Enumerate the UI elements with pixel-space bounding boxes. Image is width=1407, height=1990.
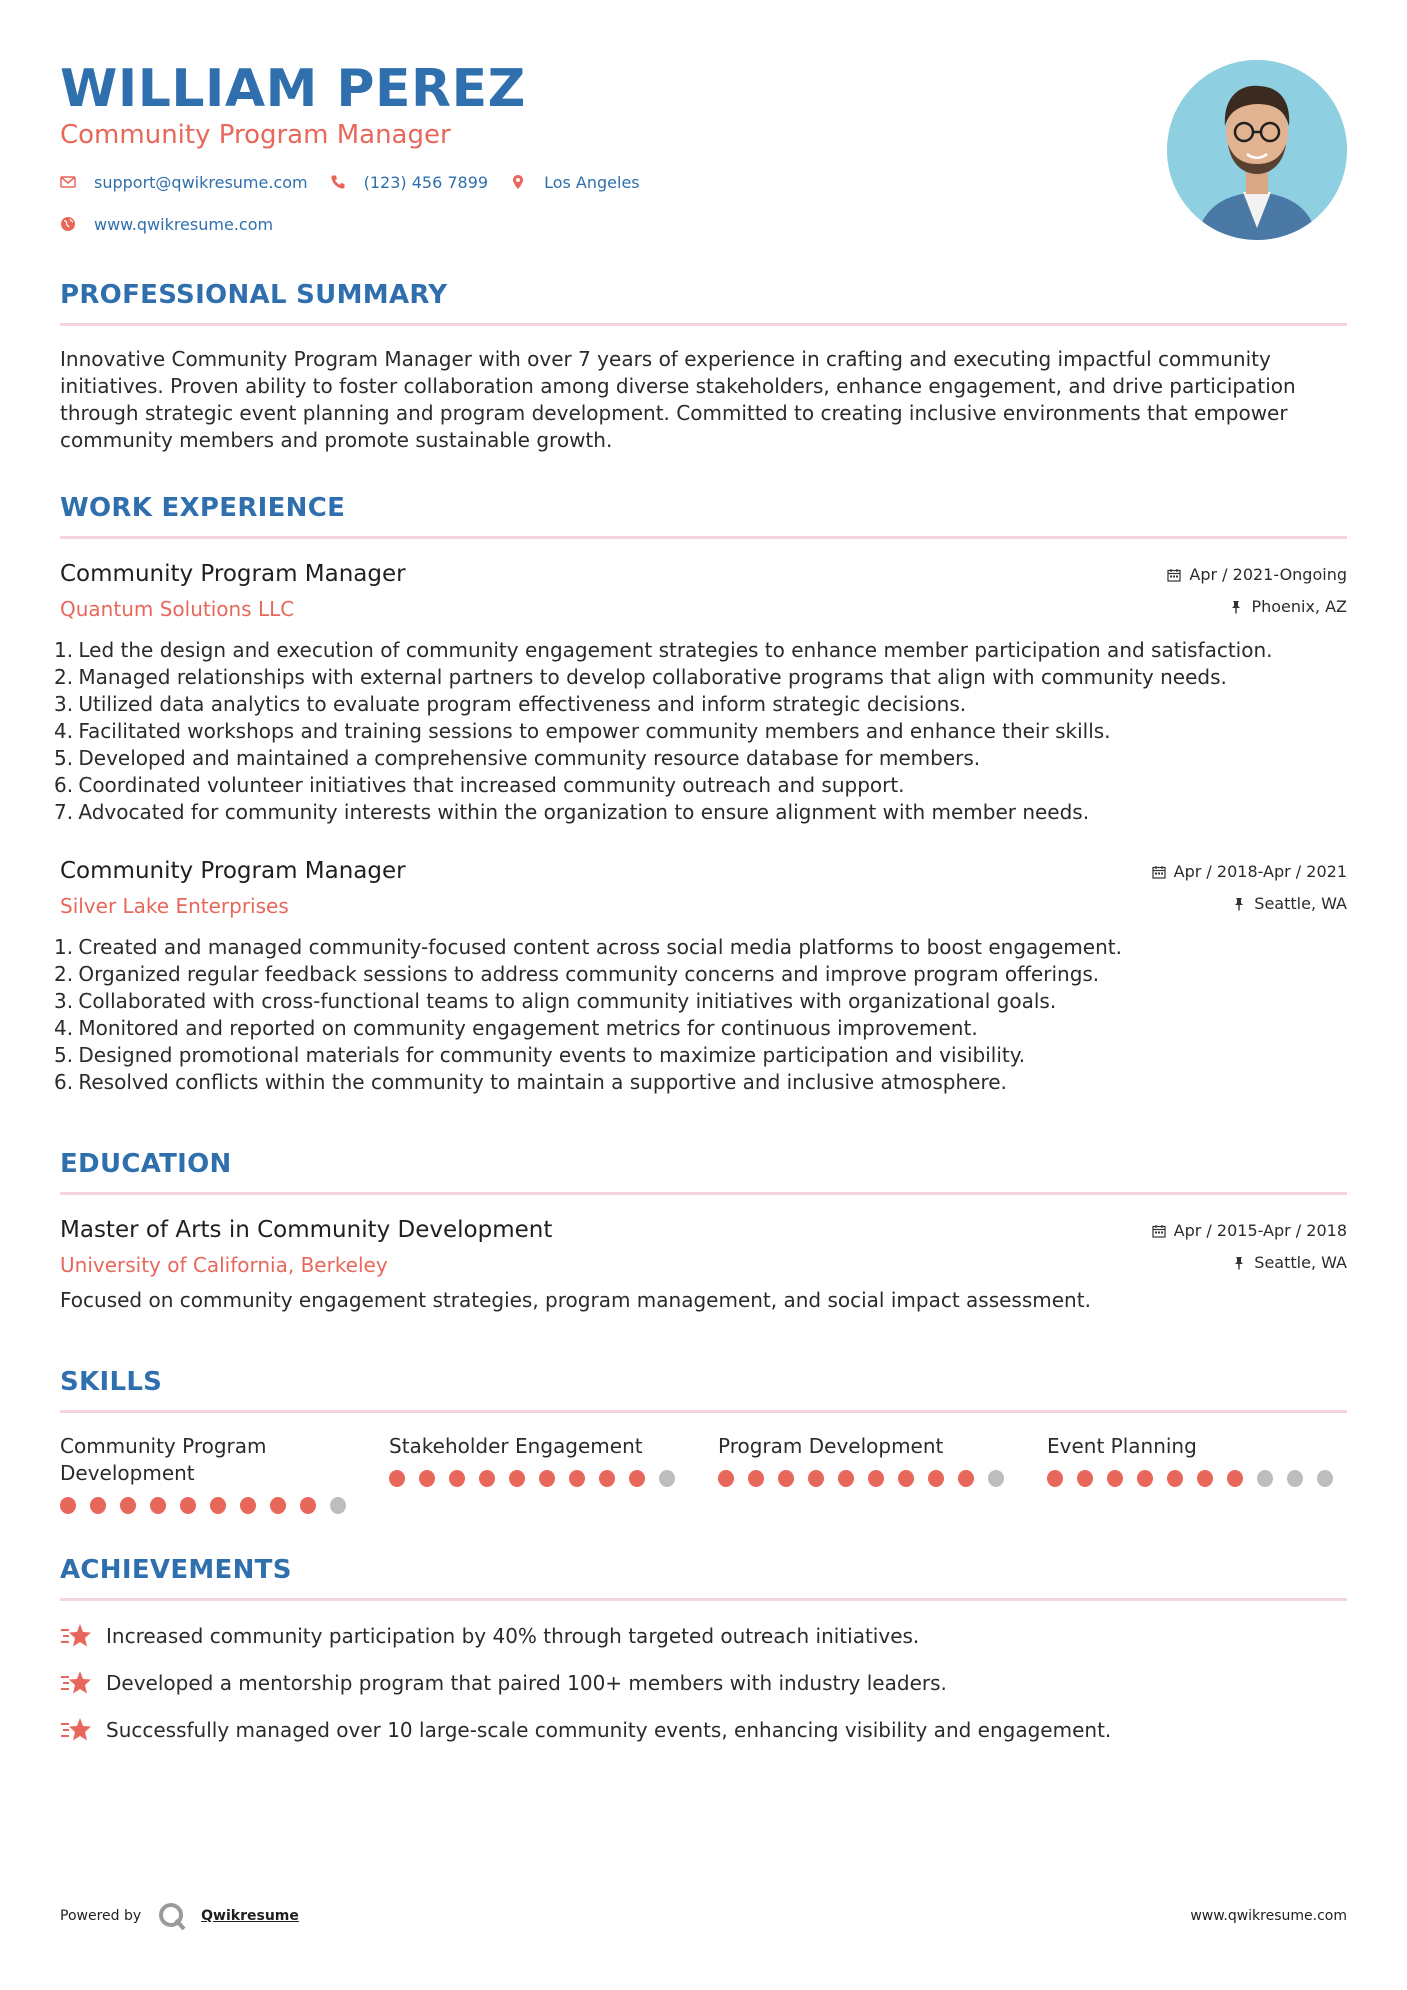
resume-header: [60, 0, 1347, 255]
achievement-text: Increased community participation by 40% through targeted outreach initiatives.: [106, 1623, 920, 1648]
skill-name: Community Program Development: [60, 1434, 267, 1485]
rating-dot-filled: [808, 1470, 824, 1487]
list-item-text: Managed relationships with external partners to develop collaborative programs that align with community needs.: [78, 665, 1227, 689]
section-divider: [60, 1192, 1347, 1195]
location-text: Los Angeles: [544, 172, 640, 192]
school-name: University of California, Berkeley: [60, 1253, 388, 1277]
phone-icon: [330, 174, 346, 190]
list-item: 4. Facilitated workshops and training sessions to empower community members and enhance their skills.: [54, 719, 1111, 743]
list-item-text: Designed promotional materials for community events to maximize participation and visibility.: [78, 1043, 1026, 1067]
rating-dot-empty: [1317, 1470, 1333, 1487]
list-item-text: Developed and maintained a comprehensive community resource database for members.: [78, 746, 981, 770]
page-footer: [60, 1898, 1347, 1934]
skill-item: [718, 1433, 1018, 1514]
experience-section: [54, 492, 1347, 1096]
list-item: 5. Designed promotional materials for community events to maximize participation and visibility.: [54, 1043, 1026, 1067]
contact-website[interactable]: [60, 215, 273, 234]
list-item: 2. Managed relationships with external partners to develop collaborative programs that align with community needs.: [54, 665, 1227, 689]
star-icon: [60, 1621, 92, 1651]
list-item: 2. Organized regular feedback sessions to address community concerns and improve program offerings.: [54, 962, 1100, 986]
footer-website[interactable]: www.qwikresume.com: [1190, 1908, 1347, 1924]
job-header: [60, 856, 1347, 920]
calendar-icon: [1167, 568, 1181, 582]
rating-dot-empty: [1287, 1470, 1303, 1487]
rating-dot-filled: [748, 1470, 764, 1487]
globe-icon: [60, 216, 76, 232]
rating-dot-filled: [210, 1497, 226, 1514]
summary-section: [60, 279, 1347, 454]
rating-dot-filled: [599, 1470, 615, 1487]
job-dates: [1152, 862, 1347, 882]
candidate-title: Community Program Manager: [60, 120, 451, 150]
job-entry: [54, 559, 1347, 826]
rating-dot-filled: [1227, 1470, 1243, 1487]
rating-dot-empty: [1257, 1470, 1273, 1487]
rating-dot-filled: [60, 1497, 76, 1514]
profile-photo: [1167, 60, 1347, 240]
rating-dot-filled: [718, 1470, 734, 1487]
contact-row: [60, 170, 662, 194]
contact-info: [60, 170, 662, 254]
powered-by: [60, 1901, 299, 1931]
rating-dot-filled: [1077, 1470, 1093, 1487]
list-item-text: Collaborated with cross-functional teams to align community initiatives with organizational goals.: [78, 989, 1057, 1013]
rating-dot-filled: [1197, 1470, 1213, 1487]
education-dates: [1152, 1221, 1347, 1241]
skill-item: [60, 1433, 360, 1514]
list-item-text: Resolved conflicts within the community to maintain a supportive and inclusive atmosphere.: [78, 1070, 1007, 1094]
list-item-text: Coordinated volunteer initiatives that increased community outreach and support.: [78, 773, 905, 797]
dates-text: Apr / 2018-Apr / 2021: [1173, 862, 1347, 881]
list-item-text: Utilized data analytics to evaluate program effectiveness and inform strategic decisions.: [78, 692, 967, 716]
skill-rating: [718, 1470, 1018, 1487]
skill-rating: [60, 1497, 360, 1514]
rating-dot-filled: [270, 1497, 286, 1514]
skill-name: Stakeholder Engagement: [389, 1434, 643, 1458]
job-entry: [54, 856, 1347, 1096]
rating-dot-filled: [539, 1470, 555, 1487]
dates-text: Apr / 2021-Ongoing: [1189, 565, 1347, 584]
job-meta: [1167, 559, 1347, 617]
qwikresume-logo-icon: [157, 1901, 187, 1931]
section-heading-achievements: ACHIEVEMENTS: [60, 1555, 292, 1585]
dates-text: Apr / 2015-Apr / 2018: [1173, 1221, 1347, 1240]
education-section: [60, 1148, 1347, 1314]
skill-rating: [389, 1470, 689, 1487]
section-heading-experience: WORK EXPERIENCE: [60, 493, 346, 523]
rating-dot-filled: [150, 1497, 166, 1514]
rating-dot-filled: [898, 1470, 914, 1487]
list-item-text: Monitored and reported on community engagement metrics for continuous improvement.: [78, 1016, 978, 1040]
list-item: 1. Created and managed community-focused content across social media platforms to boost engagement.: [54, 935, 1122, 959]
section-heading-skills: SKILLS: [60, 1367, 163, 1397]
location-text: Seattle, WA: [1254, 1253, 1347, 1272]
education-meta: [1152, 1215, 1347, 1273]
list-item: 3. Utilized data analytics to evaluate program effectiveness and inform strategic decisions.: [54, 692, 967, 716]
rating-dot-filled: [1047, 1470, 1063, 1487]
map-pin-icon: [510, 174, 526, 190]
skill-name: Program Development: [718, 1434, 944, 1458]
rating-dot-filled: [120, 1497, 136, 1514]
skill-item: [1047, 1433, 1347, 1514]
rating-dot-empty: [988, 1470, 1004, 1487]
pushpin-icon: [1232, 1256, 1246, 1270]
rating-dot-filled: [569, 1470, 585, 1487]
rating-dot-filled: [90, 1497, 106, 1514]
job-meta: [1152, 856, 1347, 914]
job-titles: [60, 856, 406, 920]
rating-dot-filled: [868, 1470, 884, 1487]
skill-item: [389, 1433, 689, 1514]
rating-dot-filled: [449, 1470, 465, 1487]
powered-by-text: Powered by: [60, 1908, 142, 1924]
skill-name: Event Planning: [1047, 1434, 1197, 1458]
degree-title: Master of Arts in Community Development: [60, 1217, 553, 1243]
list-item: 4. Monitored and reported on community engagement metrics for continuous improvement.: [54, 1016, 978, 1040]
rating-dot-filled: [509, 1470, 525, 1487]
rating-dot-filled: [928, 1470, 944, 1487]
job-location: [1152, 894, 1347, 914]
section-divider: [60, 323, 1347, 326]
education-entry: [60, 1215, 1347, 1314]
skill-rating: [1047, 1470, 1347, 1487]
rating-dot-filled: [778, 1470, 794, 1487]
skills-section: [60, 1366, 1347, 1514]
rating-dot-filled: [180, 1497, 196, 1514]
candidate-name: WILLIAM PEREZ: [60, 59, 526, 119]
job-responsibilities: [54, 637, 1347, 826]
section-heading-summary: PROFESSIONAL SUMMARY: [60, 280, 448, 310]
education-titles: [60, 1215, 552, 1279]
email-text: support@qwikresume.com: [94, 172, 308, 192]
summary-text: Innovative Community Program Manager with over 7 years of experience in crafting and executing impactful community initiatives. Proven ability to foster collaboration among diverse stakeholders, enhance engagement, and drive participation through strategic event planning and program development. Committed to creating inclusive environments that empower community members and promote sustainable growth.: [60, 347, 1296, 452]
contact-row: [60, 212, 662, 236]
list-item: 3. Collaborated with cross-functional teams to align community initiatives with organizational goals.: [54, 989, 1057, 1013]
list-item-text: Organized regular feedback sessions to address community concerns and improve program offerings.: [78, 962, 1100, 986]
job-titles: [60, 559, 406, 623]
education-description: Focused on community engagement strategies, program management, and social impact assessment.: [60, 1288, 1091, 1312]
list-item: 5. Developed and maintained a comprehensive community resource database for members.: [54, 746, 981, 770]
website-text: www.qwikresume.com: [94, 214, 274, 234]
list-item-text: Facilitated workshops and training sessions to empower community members and enhance their skills.: [78, 719, 1111, 743]
education-location: [1152, 1253, 1347, 1273]
rating-dot-filled: [240, 1497, 256, 1514]
achievement-item: [60, 1668, 1347, 1698]
rating-dot-filled: [958, 1470, 974, 1487]
pushpin-icon: [1229, 600, 1243, 614]
list-item-text: Advocated for community interests within the organization to ensure alignment with member needs.: [78, 800, 1090, 824]
calendar-icon: [1152, 1224, 1166, 1238]
achievement-item: [60, 1715, 1347, 1745]
job-title: Community Program Manager: [60, 858, 406, 884]
job-title: Community Program Manager: [60, 561, 406, 587]
achievement-item: [60, 1621, 1347, 1651]
rating-dot-filled: [1107, 1470, 1123, 1487]
rating-dot-filled: [479, 1470, 495, 1487]
location-text: Phoenix, AZ: [1251, 597, 1347, 616]
phone-text: (123) 456 7899: [363, 172, 489, 192]
rating-dot-filled: [419, 1470, 435, 1487]
rating-dot-filled: [629, 1470, 645, 1487]
rating-dot-empty: [330, 1497, 346, 1514]
rating-dot-empty: [659, 1470, 675, 1487]
rating-dot-filled: [1167, 1470, 1183, 1487]
brand-link[interactable]: Qwikresume: [201, 1908, 299, 1924]
company-name: Silver Lake Enterprises: [60, 894, 289, 918]
contact-email[interactable]: [60, 173, 308, 192]
rating-dot-filled: [838, 1470, 854, 1487]
calendar-icon: [1152, 865, 1166, 879]
job-responsibilities: [54, 934, 1347, 1096]
contact-location: [510, 173, 640, 192]
section-heading-education: EDUCATION: [60, 1149, 232, 1179]
list-item-text: Led the design and execution of community engagement strategies to enhance member participation and satisfaction.: [78, 638, 1273, 662]
achievement-text: Developed a mentorship program that paired 100+ members with industry leaders.: [106, 1670, 947, 1695]
rating-dot-filled: [1137, 1470, 1153, 1487]
section-divider: [60, 1410, 1347, 1413]
pushpin-icon: [1232, 897, 1246, 911]
avatar: [1167, 60, 1347, 240]
list-item-text: Created and managed community-focused content across social media platforms to boost engagement.: [78, 935, 1122, 959]
list-item: 6. Coordinated volunteer initiatives that increased community outreach and support.: [54, 773, 905, 797]
star-icon: [60, 1715, 92, 1745]
list-item: 1. Led the design and execution of community engagement strategies to enhance member participation and satisfaction.: [54, 638, 1273, 662]
skills-grid: [60, 1433, 1347, 1514]
rating-dot-filled: [300, 1497, 316, 1514]
section-divider: [60, 536, 1347, 539]
job-location: [1167, 597, 1347, 617]
job-header: [60, 559, 1347, 623]
rating-dot-filled: [389, 1470, 405, 1487]
location-text: Seattle, WA: [1254, 894, 1347, 913]
section-divider: [60, 1598, 1347, 1601]
achievement-text: Successfully managed over 10 large-scale community events, enhancing visibility and engagement.: [106, 1717, 1112, 1742]
envelope-icon: [60, 174, 76, 190]
job-dates: [1167, 565, 1347, 585]
star-icon: [60, 1668, 92, 1698]
achievements-section: [60, 1554, 1347, 1745]
list-item: 7. Advocated for community interests within the organization to ensure alignment with member needs.: [54, 800, 1090, 824]
contact-phone[interactable]: [330, 173, 488, 192]
education-header: [60, 1215, 1347, 1279]
list-item: 6. Resolved conflicts within the community to maintain a supportive and inclusive atmosphere.: [54, 1070, 1007, 1094]
company-name: Quantum Solutions LLC: [60, 597, 295, 621]
